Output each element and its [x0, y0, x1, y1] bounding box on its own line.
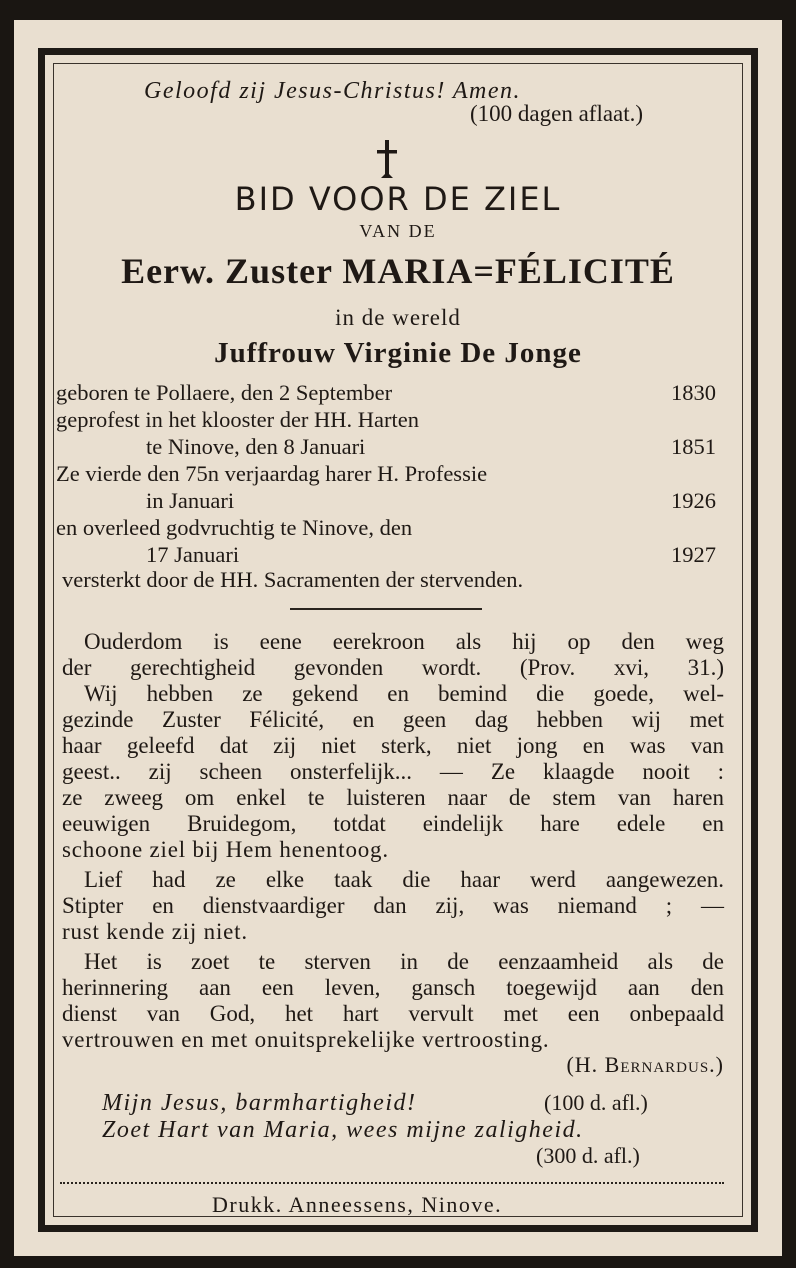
body-line: gezinde Zuster Félicité, en geen dag hebben wij met — [62, 707, 724, 732]
bio-year: 1851 — [671, 434, 716, 459]
bio-text: versterkt door de HH. Sacramenten der stervenden. — [62, 567, 524, 592]
bio-text: geprofest in het klooster der HH. Harten — [56, 407, 420, 432]
footer-dotted-rule — [60, 1182, 724, 1184]
bio-text: Ze vierde den 75n verjaardag harer H. Professie — [56, 461, 488, 486]
bio-row — [56, 515, 716, 541]
bio-text: geboren te Pollaere, den 2 September — [56, 380, 393, 405]
body-line: geest.. zij scheen onsterfelijk... — Ze klaagde nooit : — [62, 759, 724, 784]
bio-text: en overleed godvruchtig te Ninove, den — [56, 515, 413, 540]
bio-row — [56, 434, 716, 460]
in-the-world-label: in de wereld — [335, 305, 461, 330]
divider-rule — [290, 608, 482, 610]
bio-year: 1926 — [671, 488, 716, 513]
body-line: rust kende zij niet. — [62, 919, 248, 944]
body-line: der gerechtigheid gevonden wordt. (Prov. xvi, 31.) — [62, 655, 724, 680]
bio-text: 17 Januari — [146, 542, 240, 567]
prayer-indulgence: (100 d. afl.) — [544, 1090, 648, 1115]
bio-year: 1927 — [671, 542, 716, 567]
body-line: dienst van God, het hart vervult met een onbepaald — [62, 1001, 724, 1026]
bio-row — [56, 542, 716, 568]
body-line: ze zweeg om enkel te luisteren naar de stem van haren — [62, 785, 724, 810]
title-subline: VAN DE — [359, 221, 437, 241]
citation: (H. Bernardus.) — [566, 1052, 724, 1077]
title-line: BID VOOR DE ZIEL — [234, 180, 562, 218]
body-line: Lief had ze elke taak die haar werd aangewezen. — [84, 867, 724, 892]
bio-row — [56, 461, 716, 487]
bio-row — [56, 407, 716, 433]
bio-row — [56, 567, 716, 593]
prayer-indulgence: (300 d. afl.) — [536, 1143, 640, 1168]
body-line: herinnering aan een leven, gansch toegewijd aan den — [62, 975, 724, 1000]
bio-row — [56, 380, 716, 406]
prayer-line: Mijn Jesus, barmhartigheid! — [102, 1090, 417, 1116]
body-line: Ouderdom is eene eerekroon als hij op den weg — [84, 629, 724, 654]
body-line: Wij hebben ze gekend en bemind die goede, wel- — [84, 681, 724, 706]
body-line: vertrouwen en met onuitsprekelijke vertroosting. — [62, 1027, 550, 1052]
body-line: Stipter en dienstvaardiger dan zij, was niemand ; — — [62, 893, 724, 918]
body-line: haar geleefd dat zij niet sterk, niet jong en was van — [62, 733, 724, 758]
body-line: eeuwigen Bruidegom, totdat eindelijk hare edele en — [62, 811, 724, 836]
bio-text: te Ninove, den 8 Januari — [146, 434, 366, 459]
body-line: schoone ziel bij Hem henentoog. — [62, 837, 389, 862]
bio-year: 1830 — [671, 380, 716, 405]
latin-cross-icon — [375, 140, 399, 180]
printer-imprint: Drukk. Anneessens, Ninove. — [212, 1192, 503, 1217]
bio-row — [56, 488, 716, 514]
civil-name: Juffrouw Virginie De Jonge — [214, 337, 582, 369]
body-line: Het is zoet te sterven in de eenzaamheid als de — [84, 949, 724, 974]
bio-text: in Januari — [146, 488, 235, 513]
religious-name: Eerw. Zuster MARIA=FÉLICITÉ — [121, 251, 675, 291]
prayer-line: Zoet Hart van Maria, wees mijne zaligheid. — [102, 1117, 584, 1143]
invocation: Geloofd zij Jesus-Christus! Amen. — [144, 78, 522, 104]
indulgence-note: (100 dagen aflaat.) — [470, 101, 644, 126]
